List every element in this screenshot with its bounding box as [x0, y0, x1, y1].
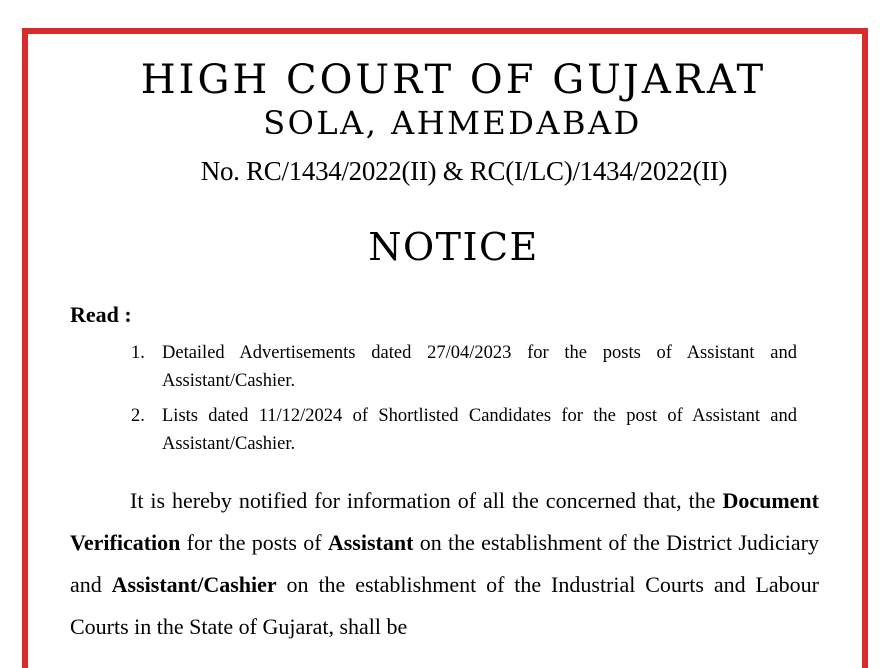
body-emphasis-assistant: Assistant — [327, 530, 414, 555]
body-text: It is hereby notified for information of all the concerned that, the — [130, 488, 723, 513]
reference-text: Detailed Advertisements dated 27/04/2023 for the posts of Assistant and Assistant/Cashier. — [162, 343, 797, 391]
body-emphasis-document-verification: Document Verification — [70, 488, 819, 555]
reference-number: No. RC/1434/2022(II) & RC(I/LC)/1434/2022(II) — [200, 156, 728, 186]
court-name-heading: HIGH COURT OF GUJARAT — [140, 57, 767, 103]
read-label: Read : — [70, 302, 132, 327]
reference-number-marker: 2. — [131, 406, 145, 426]
notice-title: NOTICE — [368, 225, 539, 269]
court-location-heading: SOLA, AHMEDABAD — [263, 104, 642, 142]
body-text: for the posts of — [180, 530, 328, 555]
body-text: on the establishment of the District Judiciary and — [70, 530, 819, 597]
reference-item — [131, 402, 797, 458]
notice-body-paragraph — [70, 480, 819, 648]
body-text: on the establishment of the Industrial Courts and Labour Courts in the State of Gujarat, shall be — [70, 572, 820, 639]
reference-item — [131, 339, 797, 395]
reference-list — [131, 339, 797, 458]
reference-number-marker: 1. — [131, 343, 145, 363]
reference-text: Lists dated 11/12/2024 of Shortlisted Candidates for the post of Assistant and Assistant/Cashier. — [162, 406, 797, 454]
body-emphasis-assistant-cashier: Assistant/Cashier — [111, 572, 277, 597]
